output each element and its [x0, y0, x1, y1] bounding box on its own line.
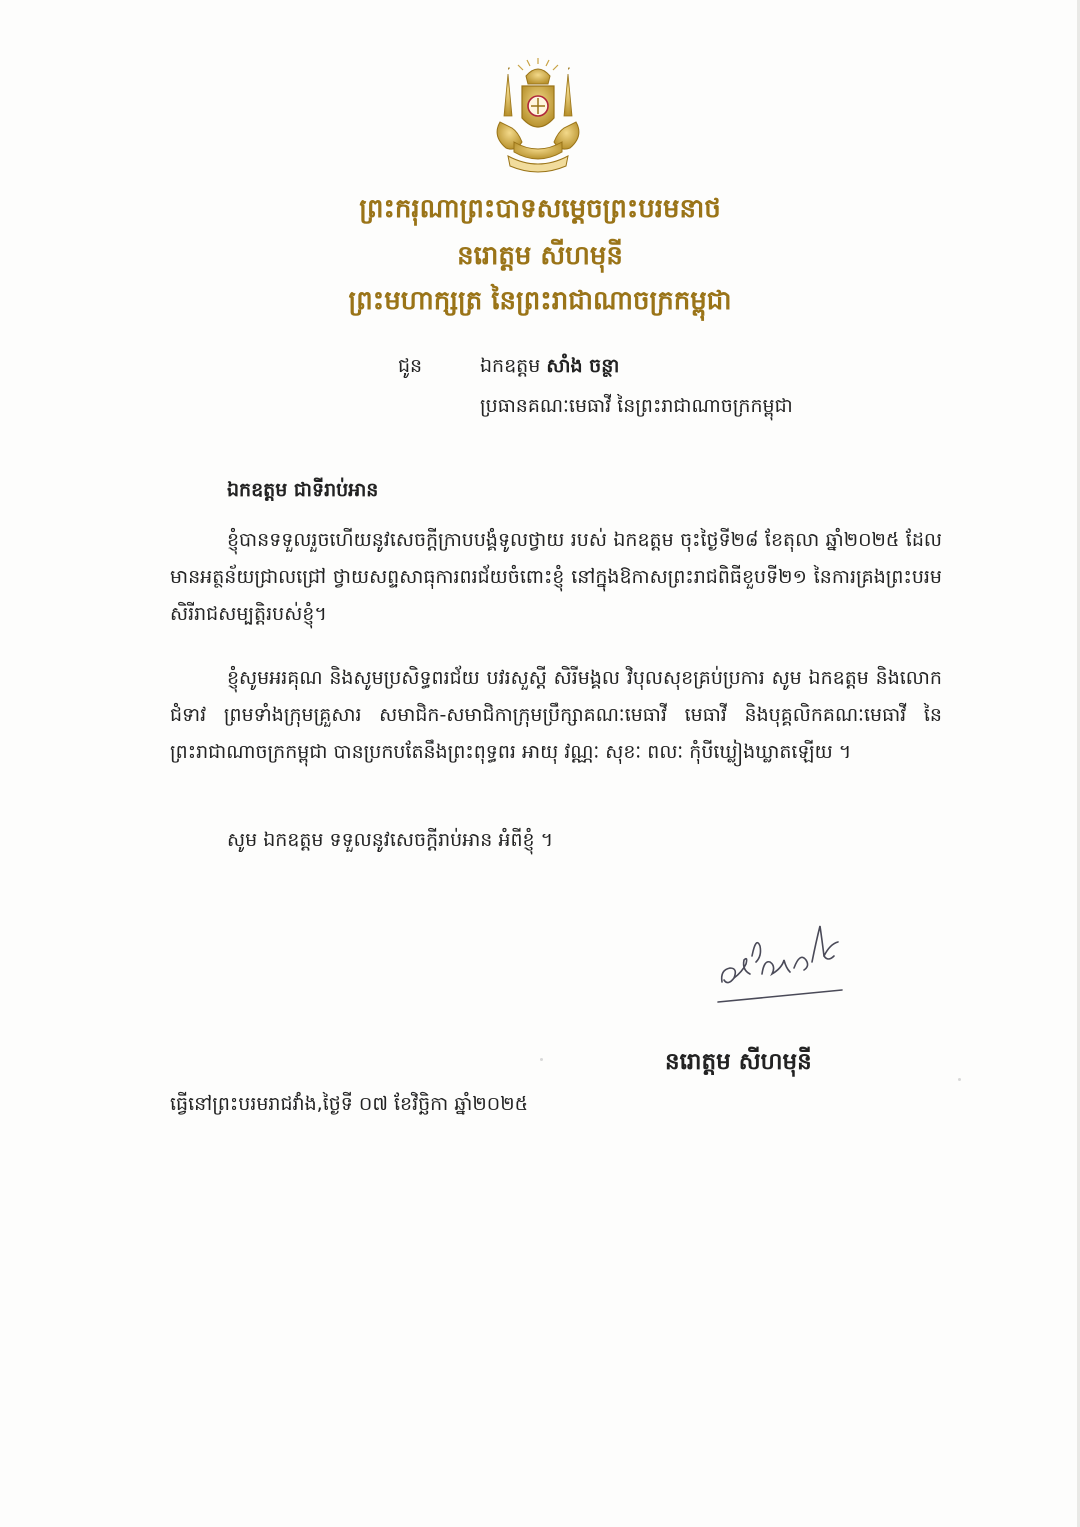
recipient-honorific: ឯកឧត្តម — [480, 355, 541, 377]
header-title-line-3: ព្រះមហាក្សត្រ នៃព្រះរាជាណាចក្រកម្ពុជា — [348, 286, 732, 316]
salutation: ឯកឧត្តម ជាទីរាប់អាន — [227, 479, 379, 501]
royal-arms-icon — [478, 56, 598, 176]
header-title-line-2: នរោត្តម សីហមុនី — [457, 241, 623, 271]
body-paragraph-1: ខ្ញុំបានទទួលរួចហើយនូវសេចក្តីក្រាបបង្គំទូលថ្វាយ របស់ ឯកឧត្តម ចុះថ្ងៃទី២៨ ខែតុលា ឆ្នាំ២០២៥ ដែលមានអត្ថន័យជ្រាលជ្រៅ ថ្វាយសព្ទសាធុការពរជ័យចំពោះខ្ញុំ នៅក្នុងឱកាសព្រះរាជពិធីខួបទី២១ នៃការគ្រងព្រះបរមសិរីរាជសម្បត្តិរបស់ខ្ញុំ។ — [170, 529, 942, 625]
body-paragraph-3: សូម ឯកឧត្តម ទទួលនូវសេចក្តីរាប់អាន អំពីខ្ញុំ ។ — [227, 829, 554, 851]
recipient-name-line — [480, 354, 619, 382]
place-and-date: ធ្វើនៅព្រះបរមរាជវាំង,ថ្ងៃទី ០៧ ខែវិច្ឆិកា ឆ្នាំ២០២៥ — [170, 1093, 529, 1115]
recipient-label: ជូន — [398, 355, 423, 377]
scan-speck — [958, 1078, 961, 1081]
recipient-name: សាំង ចន្ថា — [546, 355, 620, 377]
recipient-title: ប្រធានគណៈមេធាវី នៃព្រះរាជាណាចក្រកម្ពុជា — [480, 395, 793, 417]
body-paragraph-2: ខ្ញុំសូមអរគុណ និងសូមប្រសិទ្ធពរជ័យ បវរសួស្តី សិរីមង្គល វិបុលសុខគ្រប់ប្រការ សូម ឯកឧត្តម និងលោកជំទាវ ព្រមទាំងក្រុមគ្រួសារ សមាជិក-សមាជិកាក្រុមប្រឹក្សាគណៈមេធាវី មេធាវី និងបុគ្គលិកគណៈមេធាវី នៃព្រះរាជាណាចក្រកម្ពុជា បានប្រកបតែនឹងព្រះពុទ្ធពរ អាយុ វណ្ណៈ សុខៈ ពលៈ កុំបីឃ្លៀងឃ្លាតឡើយ ។ — [170, 667, 942, 763]
signer-name: នរោត្តម សីហមុនី — [665, 1048, 812, 1075]
scan-speck — [540, 1058, 543, 1061]
header-title-line-1: ព្រះករុណាព្រះបាទសម្ដេចព្រះបរមនាថ — [359, 194, 721, 224]
handwritten-signature — [716, 916, 846, 1012]
